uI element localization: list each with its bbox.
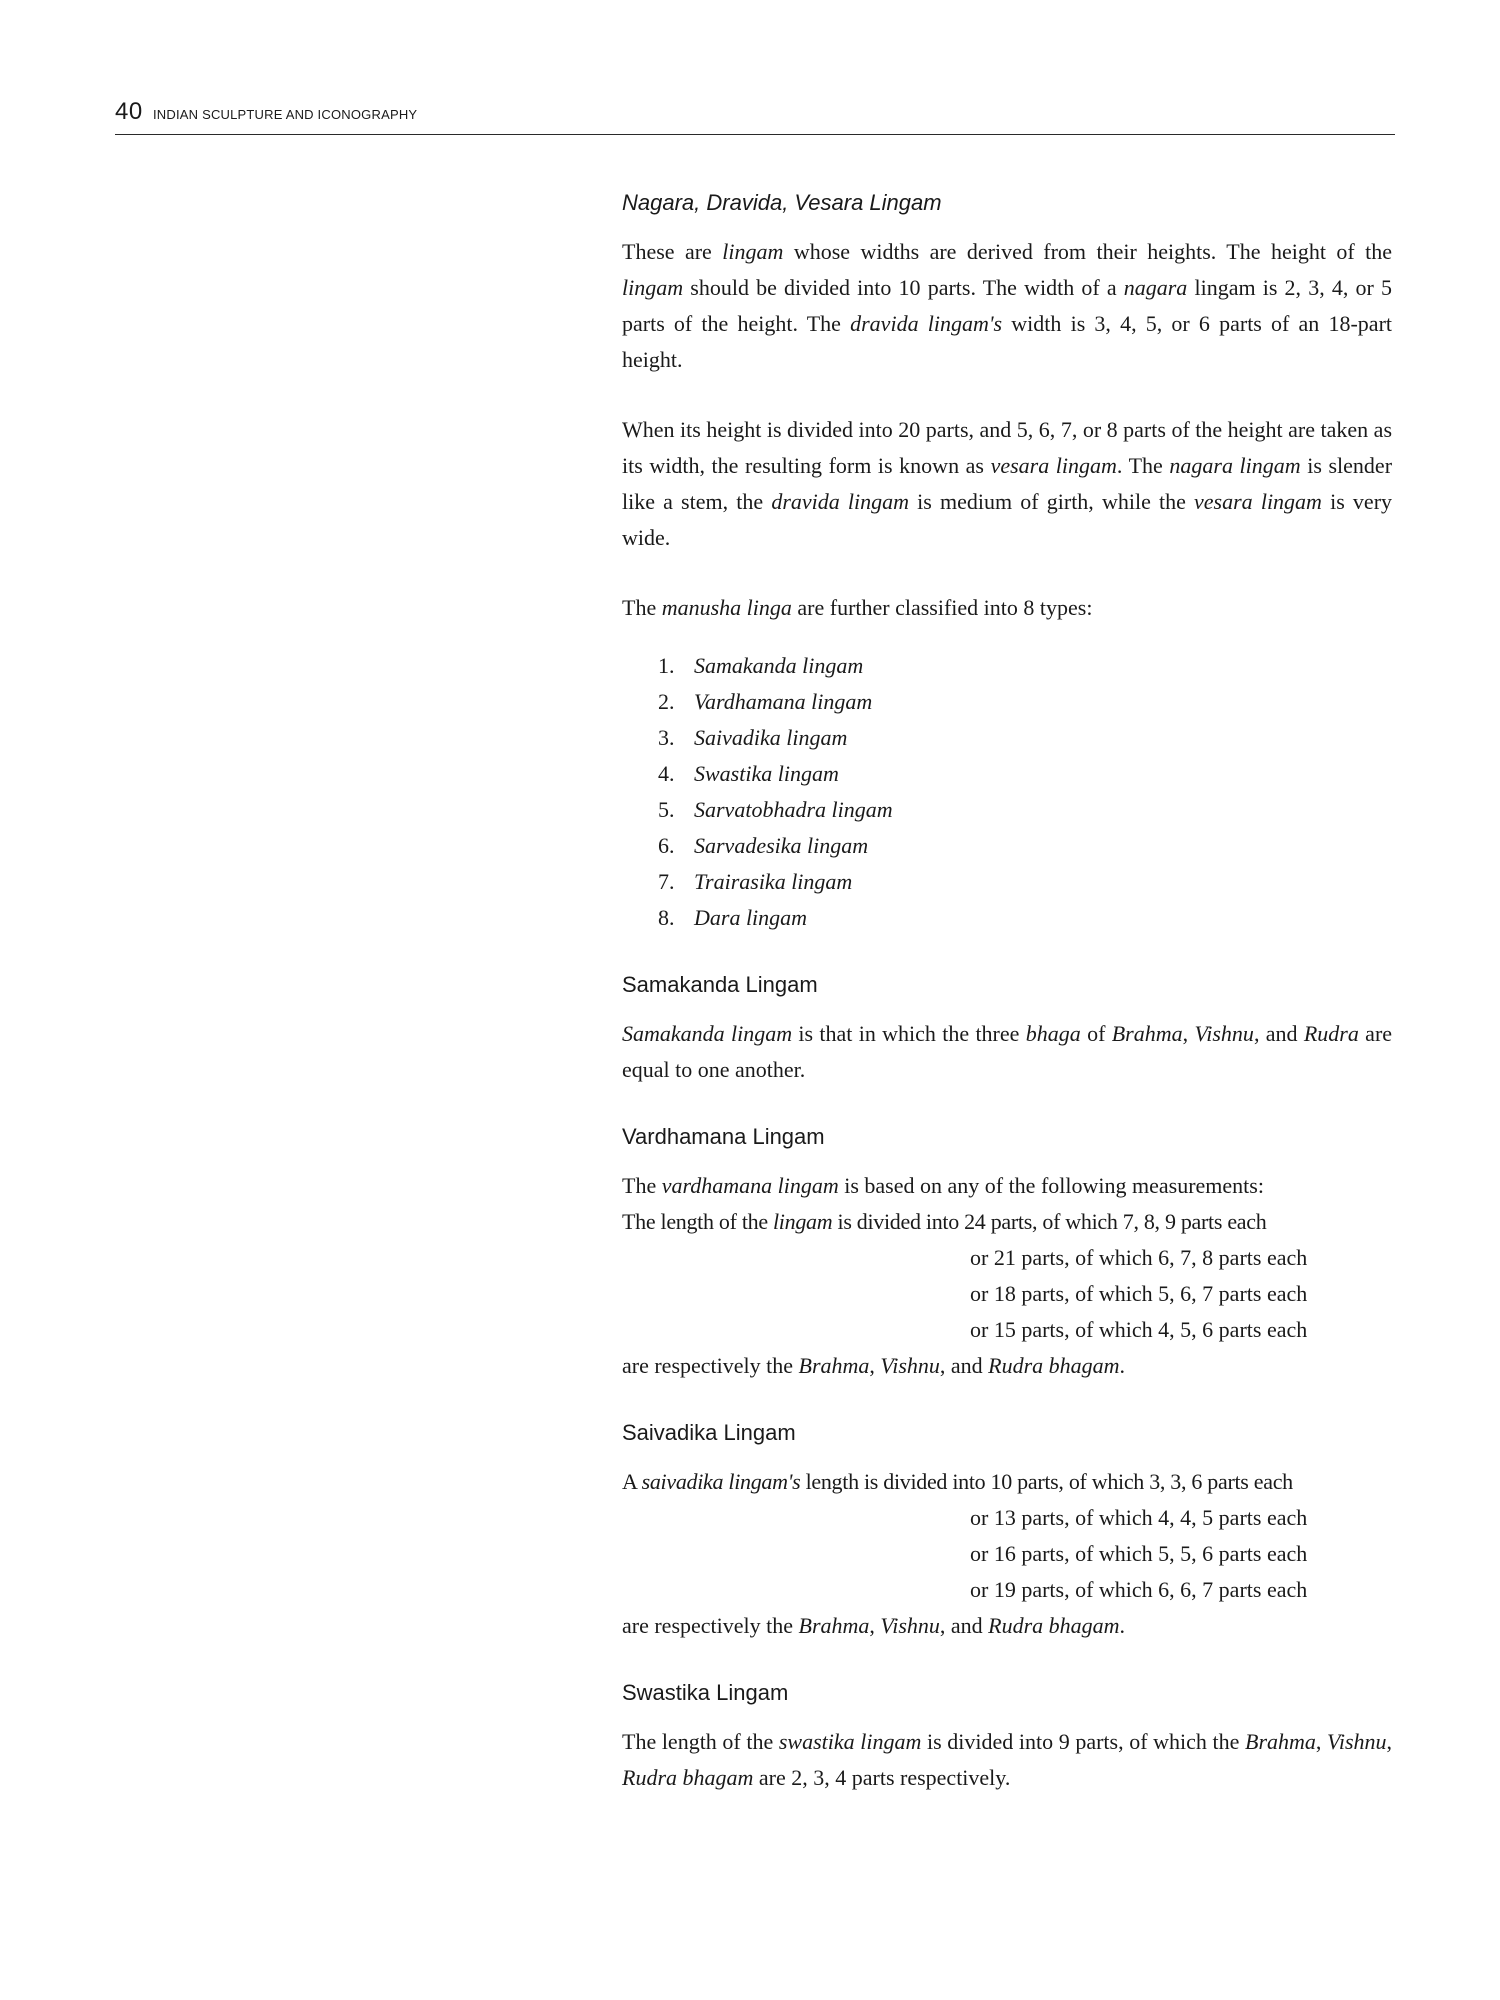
text: The: [622, 1173, 662, 1198]
term: Rudra bhagam: [988, 1353, 1120, 1378]
paragraph-manusha: [622, 590, 1392, 626]
text: are further classified into 8 types:: [791, 595, 1093, 620]
section-heading-vardhamana: Vardhamana Lingam: [622, 1124, 825, 1149]
page-content: [622, 188, 1392, 1796]
text: ,: [1386, 1729, 1393, 1754]
term: Vishnu: [880, 1613, 940, 1638]
term: manusha linga: [661, 595, 792, 620]
text: , and: [939, 1353, 989, 1378]
list-item: [658, 756, 1392, 792]
measurement-row: or 19 parts, of which 6, 6, 7 parts each: [970, 1577, 1308, 1602]
term: Vishnu: [1327, 1729, 1387, 1754]
term: Brahma: [1245, 1729, 1316, 1754]
text: is very wide.: [622, 489, 1393, 550]
paragraph-widths: [622, 234, 1392, 378]
term: dravida lingam: [771, 489, 910, 514]
text: lingam is 2, 3, 4, or 5 parts of the height. The: [622, 275, 1392, 336]
list-text: Sarvatobhadra lingam: [694, 797, 893, 822]
text: , and: [939, 1613, 989, 1638]
text: are equal to one another.: [622, 1021, 1393, 1082]
text: is medium of girth, while the: [909, 489, 1195, 514]
term: Rudra bhagam: [622, 1765, 754, 1790]
text: ,: [1182, 1021, 1195, 1046]
text: ,: [869, 1353, 881, 1378]
list-item: [658, 720, 1392, 756]
section-heading-swastika: Swastika Lingam: [622, 1680, 789, 1705]
term: vardhamana lingam: [661, 1173, 839, 1198]
book-title: INDIAN SCULPTURE AND ICONOGRAPHY: [153, 107, 418, 122]
text: ,: [869, 1613, 881, 1638]
paragraph-swastika: [622, 1724, 1392, 1796]
term: Rudra bhagam: [988, 1613, 1120, 1638]
list-text: Swastika lingam: [694, 761, 839, 786]
text: is that in which the three: [792, 1021, 1026, 1046]
text: is divided into 24 parts, of which 7, 8, 9 parts each: [832, 1209, 1267, 1234]
measurement-row: or 21 parts, of which 6, 7, 8 parts each: [970, 1245, 1308, 1270]
text: are respectively the: [622, 1613, 799, 1638]
term: nagara lingam: [1169, 453, 1301, 478]
section-heading-samakanda: Samakanda Lingam: [622, 972, 818, 997]
list-number: 7.: [658, 869, 675, 894]
term: lingam: [722, 239, 784, 264]
term: saivadika lingam's: [641, 1469, 801, 1494]
list-text: Vardhamana lingam: [694, 689, 873, 714]
text: ,: [1315, 1729, 1328, 1754]
text: . The: [1116, 453, 1170, 478]
term: lingam: [773, 1209, 833, 1234]
term: bhaga: [1025, 1021, 1081, 1046]
text: .: [1119, 1613, 1126, 1638]
term: Rudra: [1303, 1021, 1359, 1046]
vardhamana-measurements: [622, 1168, 1392, 1384]
text-line: [622, 1348, 1392, 1384]
text: When its height is divided into 20 parts, and 5, 6, 7, or 8 parts of the height are taken as its width, the resulting form is known as: [622, 417, 1392, 478]
text: width is 3, 4, 5, or 6 parts of an 18-part height.: [622, 311, 1393, 372]
term: vesara lingam: [990, 453, 1117, 478]
text: are 2, 3, 4 parts respectively.: [753, 1765, 1011, 1790]
running-header: [115, 96, 1395, 135]
list-number: 1.: [658, 653, 675, 678]
text: is based on any of the following measurements:: [838, 1173, 1264, 1198]
term: Vishnu: [1194, 1021, 1254, 1046]
list-item: [658, 684, 1392, 720]
list-text: Samakanda lingam: [694, 653, 864, 678]
term: dravida lingam's: [850, 311, 1003, 336]
term: nagara: [1123, 275, 1188, 300]
list-number: 3.: [658, 725, 675, 750]
paragraph-vesara: [622, 412, 1392, 556]
lingam-types-list: [622, 648, 1392, 936]
list-text: Sarvadesika lingam: [694, 833, 869, 858]
list-text: Trairasika lingam: [694, 869, 853, 894]
list-number: 2.: [658, 689, 675, 714]
term: swastika lingam: [778, 1729, 922, 1754]
text: These are: [622, 239, 723, 264]
text-line: [622, 1464, 1392, 1500]
section-heading-nagara-dravida-vesara: Nagara, Dravida, Vesara Lingam: [622, 190, 942, 215]
term: vesara lingam: [1194, 489, 1322, 514]
text: is divided into 9 parts, of which the: [921, 1729, 1246, 1754]
list-number: 6.: [658, 833, 675, 858]
list-text: Saivadika lingam: [694, 725, 848, 750]
list-item: [658, 792, 1392, 828]
text: The: [622, 595, 662, 620]
text: are respectively the: [622, 1353, 799, 1378]
text: is slender like a stem, the: [622, 453, 1393, 514]
list-number: 8.: [658, 905, 675, 930]
measurement-row: or 16 parts, of which 5, 5, 6 parts each: [970, 1541, 1308, 1566]
measurement-row: or 13 parts, of which 4, 4, 5 parts each: [970, 1505, 1308, 1530]
term: Vishnu: [880, 1353, 940, 1378]
list-item: [658, 648, 1392, 684]
text: should be divided into 10 parts. The width of a: [683, 275, 1124, 300]
text-line: [622, 1204, 1392, 1240]
text: A: [622, 1469, 642, 1494]
saivadika-measurements: [622, 1464, 1392, 1644]
measurement-row: or 15 parts, of which 4, 5, 6 parts each: [970, 1317, 1308, 1342]
text: The length of the: [622, 1729, 779, 1754]
text-line: [622, 1608, 1392, 1644]
list-item: [658, 828, 1392, 864]
text: whose widths are derived from their heights. The height of the: [783, 239, 1393, 264]
text: length is divided into 10 parts, of which 3, 3, 6 parts each: [800, 1469, 1293, 1494]
text: of: [1080, 1021, 1112, 1046]
paragraph-samakanda: [622, 1016, 1392, 1088]
text: The length of the: [622, 1209, 773, 1234]
page-number: 40: [115, 98, 143, 125]
section-heading-saivadika: Saivadika Lingam: [622, 1420, 796, 1445]
term: lingam: [622, 275, 684, 300]
list-text: Dara lingam: [694, 905, 808, 930]
list-item: [658, 900, 1392, 936]
text: , and: [1253, 1021, 1304, 1046]
text: .: [1119, 1353, 1126, 1378]
term: Brahma: [1111, 1021, 1183, 1046]
measurement-row: or 18 parts, of which 5, 6, 7 parts each: [970, 1281, 1308, 1306]
term: Samakanda lingam: [622, 1021, 793, 1046]
term: Brahma: [798, 1353, 870, 1378]
text-line: [622, 1168, 1392, 1204]
list-item: [658, 864, 1392, 900]
list-number: 5.: [658, 797, 675, 822]
term: Brahma: [798, 1613, 870, 1638]
list-number: 4.: [658, 761, 675, 786]
